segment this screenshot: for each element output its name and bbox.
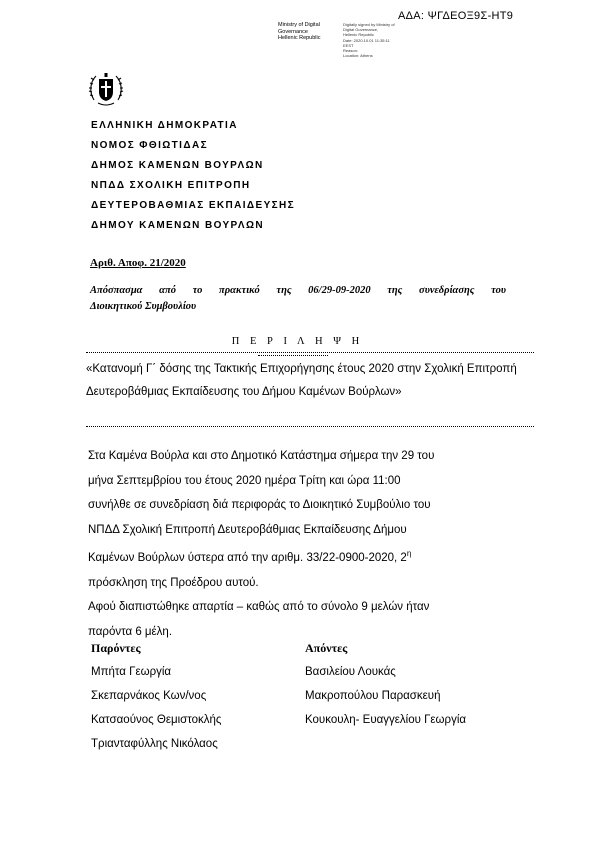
signature-line: Hellenic Republic xyxy=(278,35,321,41)
signature-line: Ministry of Digital xyxy=(278,22,320,28)
signature-meta-line: Date: 2020.10.01 11:35:11 xyxy=(343,37,390,43)
body-line: Στα Καμένα Βούρλα και στο Δημοτικό Κατάστημα σήμερα την 29 του xyxy=(88,450,435,462)
absent-member: Κουκουλη- Ευαγγελίου Γεωργία xyxy=(305,714,467,726)
present-heading: Παρόντες xyxy=(91,641,141,655)
signature-line: Governance xyxy=(278,28,308,35)
authority-line: ΔΕΥΤΕΡΟΒΑΘΜΙΑΣ ΕΚΠΑΙΔΕΥΣΗΣ xyxy=(91,200,296,211)
body-line: πρόσκληση της Προέδρου αυτού. xyxy=(88,576,259,589)
summary-title: Π Ε Ρ Ι Λ Η Ψ Η xyxy=(231,336,364,347)
signature-meta-line: Reason: xyxy=(343,48,358,54)
present-member: Τριανταφύλλης Νικόλαος xyxy=(91,738,218,750)
divider xyxy=(86,426,534,427)
absent-heading: Απόντες xyxy=(305,641,348,655)
authority-line: ΔΗΜΟΥ ΚΑΜΕΝΩΝ ΒΟΥΡΛΩΝ xyxy=(91,220,264,231)
signature-meta-line: EEST xyxy=(343,42,354,48)
digital-signature-name xyxy=(278,22,321,42)
body-line: Αφού διαπιστώθηκε απαρτία – καθώς από το σύνολο 9 μελών ήταν xyxy=(88,601,430,614)
body-line: ΝΠΔΔ Σχολική Επιτροπή Δευτεροβάθμιας Εκπαίδευσης Δήμου xyxy=(88,523,407,536)
signature-meta-line: Digitally signed by Ministry of xyxy=(343,22,395,27)
present-member: Μπήτα Γεωργία xyxy=(91,666,172,678)
absent-member: Βασιλείου Λουκάς xyxy=(305,666,396,678)
signature-meta-line: Location: Athens xyxy=(343,53,373,59)
body-line xyxy=(88,542,508,570)
present-member: Σκεπαρνάκος Κων/νος xyxy=(91,690,207,702)
authority-line: ΝΟΜΟΣ ΦΘΙΩΤΙΔΑΣ xyxy=(91,140,208,151)
authority-line: ΝΠΔΔ ΣΧΟΛΙΚΗ ΕΠΙΤΡΟΠΗ xyxy=(91,180,251,191)
minutes-body xyxy=(88,444,508,645)
absent-column xyxy=(305,636,466,732)
ada-code: ΑΔΑ: ΨΓΔΕΟΞ9Σ-ΗΤ9 xyxy=(398,10,514,22)
body-line: συνήλθε σε συνεδρίαση διά περιφοράς το Διοικητικό Συμβούλιο του xyxy=(88,499,431,512)
signature-meta-line: Hellenic Republic xyxy=(343,32,374,38)
present-member: Κατσαούνος Θεμιστοκλής xyxy=(91,714,222,726)
superscript: η xyxy=(406,549,412,559)
present-column xyxy=(91,636,221,756)
extract-line: Διοικητικού Συμβουλίου xyxy=(90,301,197,312)
authority-line: ΕΛΛΗΝΙΚΗ ΔΗΜΟΚΡΑΤΙΑ xyxy=(91,120,238,131)
extract-line: Απόσπασμα από το πρακτικό της 06/29-09-2020 της συνεδρίασης του xyxy=(90,285,506,296)
body-line: παρόντα 6 μέλη. xyxy=(88,625,173,638)
summary-subject: «Κατανομή Γ΄ δόσης της Τακτικής Επιχορήγησης έτους 2020 στην Σχολική Επιτροπή Δευτεροβάθμιας Εκπαίδευσης του Δήμου Καμένων Βούρλων» xyxy=(86,363,517,398)
decision-number: Αριθ. Αποφ. 21/2020 xyxy=(90,257,186,269)
signature-meta-line: Digital Governance, xyxy=(343,27,379,33)
divider xyxy=(86,352,534,353)
body-line: μήνα Σεπτεμβρίου του έτους 2020 ημέρα Τρίτη και ώρα 11:00 xyxy=(88,474,401,487)
digital-signature-meta xyxy=(343,22,395,58)
body-line-text: Καμένων Βούρλων ύστερα από την αριθμ. 33/22-0900-2020, 2 xyxy=(88,552,407,565)
absent-member: Μακροπούλου Παρασκευή xyxy=(305,690,441,702)
divider xyxy=(258,355,328,356)
authority-line: ΔΗΜΟΣ ΚΑΜΕΝΩΝ ΒΟΥΡΛΩΝ xyxy=(91,160,264,171)
hellenic-republic-emblem-icon xyxy=(88,70,124,108)
